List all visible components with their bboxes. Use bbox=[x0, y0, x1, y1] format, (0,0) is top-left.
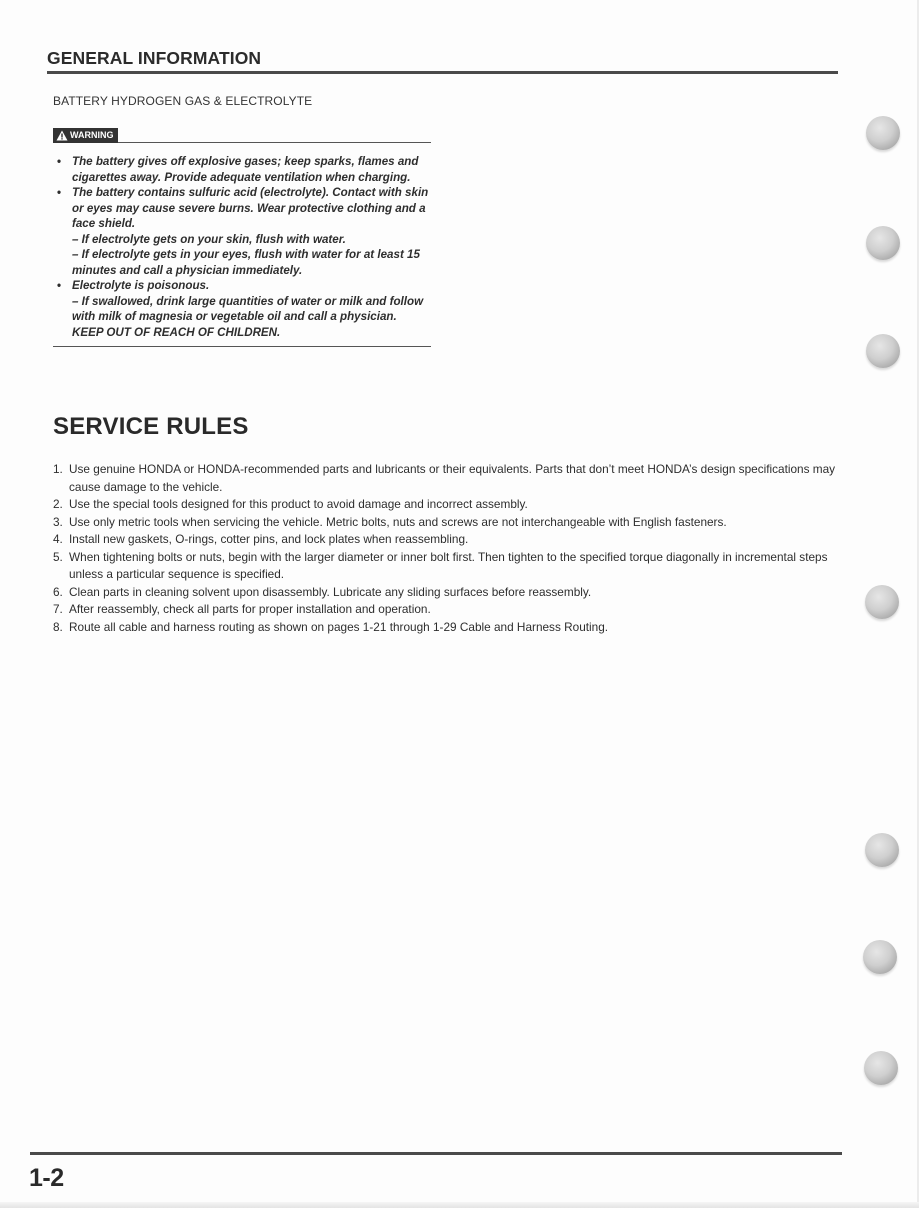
binder-hole bbox=[865, 585, 899, 619]
warning-text: The battery gives off explosive gases; keep sparks, flames and cigarettes away. Provide adequate ventilation when charging. bbox=[72, 155, 419, 184]
warning-list bbox=[53, 154, 431, 340]
battery-subheading: BATTERY HYDROGEN GAS & ELECTROLYTE bbox=[53, 94, 313, 108]
rule-number: 5. bbox=[53, 549, 63, 564]
rule-text: Install new gaskets, O-rings, cotter pins, and lock plates when reassembling. bbox=[69, 532, 469, 546]
rule-text: After reassembly, check all parts for proper installation and operation. bbox=[69, 602, 431, 616]
service-rules-title: SERVICE RULES bbox=[53, 413, 249, 440]
warning-item bbox=[53, 185, 431, 278]
binder-hole bbox=[864, 1051, 898, 1085]
bullet: • bbox=[57, 155, 62, 168]
page-number: 1-2 bbox=[29, 1164, 64, 1192]
section-header: GENERAL INFORMATION bbox=[47, 48, 262, 68]
warning-subitem: – If electrolyte gets on your skin, flush with water. bbox=[72, 232, 346, 246]
footer-rule bbox=[30, 1152, 842, 1155]
rule-item bbox=[53, 601, 843, 619]
rule-text: Clean parts in cleaning solvent upon disassembly. Lubricate any sliding surfaces before reassembly. bbox=[69, 584, 592, 599]
page-edge-bottom bbox=[0, 1202, 919, 1208]
rule-item bbox=[53, 496, 843, 514]
binder-hole bbox=[866, 116, 900, 150]
binder-hole bbox=[866, 226, 900, 260]
rule-text: Use genuine HONDA or HONDA-recommended parts and lubricants or their equivalents. Parts that don’t meet HONDA’s design specifications may cause damage to the vehicle. bbox=[69, 462, 836, 494]
warning-item bbox=[53, 278, 431, 340]
warning-rule-bottom bbox=[53, 346, 431, 347]
binder-hole bbox=[866, 334, 900, 368]
rule-number: 2. bbox=[53, 497, 63, 511]
rule-text: Route all cable and harness routing as shown on pages 1-21 through 1-29 Cable and Harness Routing. bbox=[69, 619, 609, 634]
header-rule bbox=[47, 71, 838, 74]
rule-item bbox=[53, 514, 843, 532]
binder-hole bbox=[863, 940, 897, 974]
rule-text: Use only metric tools when servicing the vehicle. Metric bolts, nuts and screws are not interchangeable with English fasteners. bbox=[69, 514, 727, 529]
rule-number: 8. bbox=[53, 619, 63, 634]
warning-label: WARNING bbox=[70, 130, 114, 140]
rule-item bbox=[53, 531, 843, 549]
rule-text: Use the special tools designed for this product to avoid damage and incorrect assembly. bbox=[69, 497, 528, 511]
warning-triangle-icon bbox=[56, 130, 68, 141]
rule-item bbox=[53, 461, 843, 496]
warning-text: The battery contains sulfuric acid (electrolyte). Contact with skin or eyes may cause severe burns. Wear protective clothing and a face shield. bbox=[72, 186, 429, 230]
service-rules-list bbox=[53, 461, 843, 636]
rule-text: When tightening bolts or nuts, begin with the larger diameter or inner bolt first. Then tighten to the specified torque diagonally in incremental steps unless a particular sequence is specified. bbox=[69, 549, 828, 581]
bullet: • bbox=[57, 279, 62, 292]
rule-number: 4. bbox=[53, 532, 63, 546]
warning-item bbox=[53, 154, 431, 185]
warning-subitem: – If electrolyte gets in your eyes, flush with water for at least 15 minutes and call a physician immediately. bbox=[72, 248, 420, 277]
rule-number: 7. bbox=[53, 602, 63, 616]
warning-badge bbox=[53, 128, 118, 143]
rule-number: 3. bbox=[53, 514, 63, 529]
rule-item bbox=[53, 584, 843, 602]
rule-item bbox=[53, 549, 843, 584]
warning-block bbox=[53, 128, 431, 347]
warning-subitem: – If swallowed, drink large quantities of water or milk and follow with milk of magnesia or vegetable oil and call a physician. KEEP OUT OF REACH OF CHILDREN. bbox=[72, 294, 424, 339]
rule-number: 6. bbox=[53, 584, 63, 599]
rule-number: 1. bbox=[53, 462, 63, 476]
warning-text: Electrolyte is poisonous. bbox=[72, 279, 210, 292]
binder-hole bbox=[865, 833, 899, 867]
rule-item bbox=[53, 619, 843, 637]
bullet: • bbox=[57, 186, 62, 199]
